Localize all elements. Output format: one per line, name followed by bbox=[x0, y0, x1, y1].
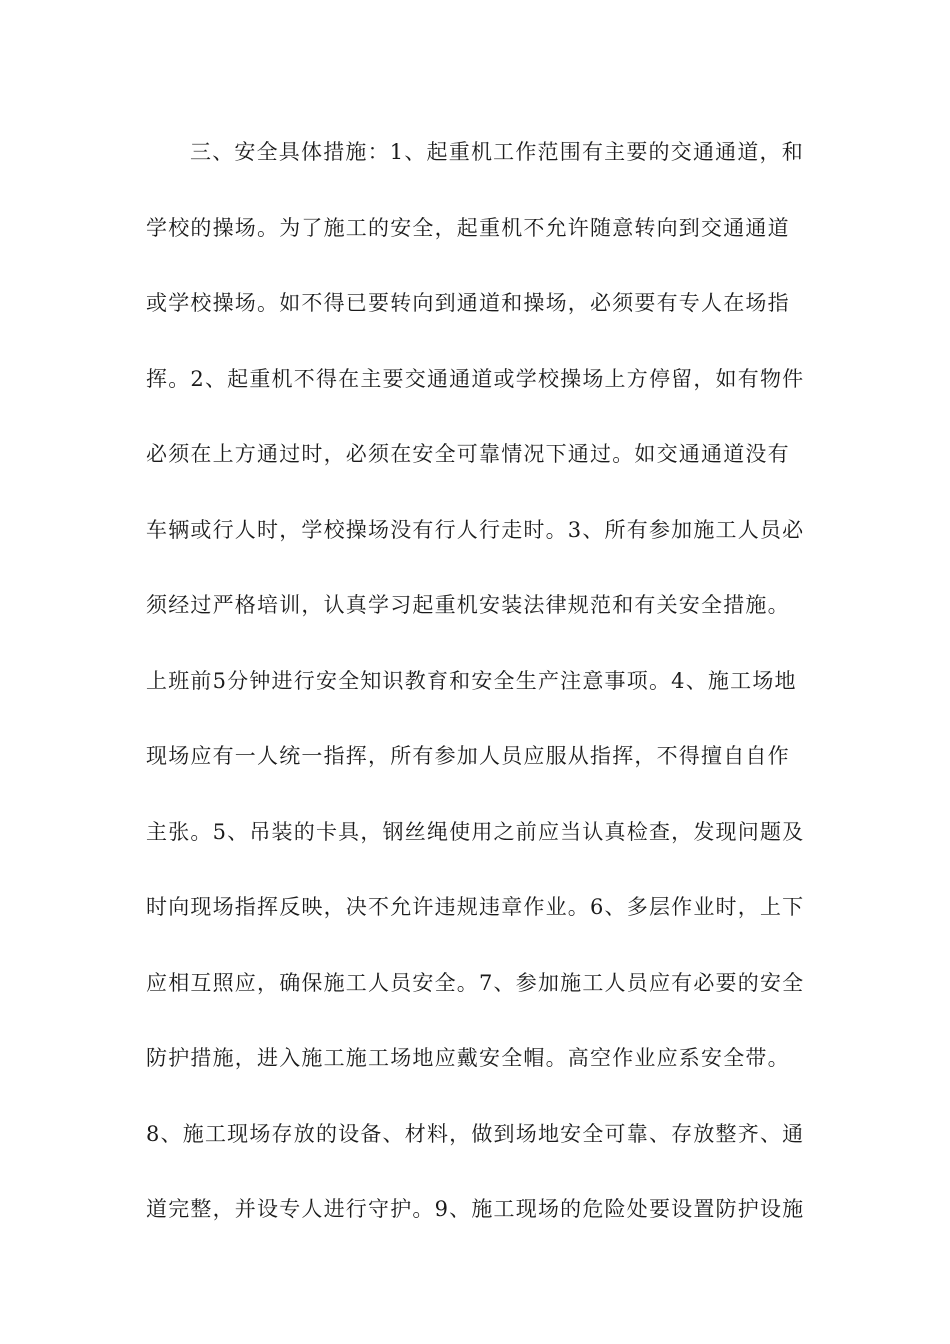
paragraph-line: 车辆或行人时，学校操场没有行人行走时。3、所有参加施工人员必 bbox=[146, 517, 805, 542]
paragraph-line: 三、安全具体措施：1、起重机工作范围有主要的交通通道，和 bbox=[190, 140, 804, 164]
paragraph-line: 必须在上方通过时，必须在安全可靠情况下通过。如交通通道没有 bbox=[146, 442, 790, 466]
paragraph-line: 须经过严格培训，认真学习起重机安装法律规范和有关安全措施。 bbox=[146, 593, 790, 617]
paragraph-line: 学校的操场。为了施工的安全，起重机不允许随意转向到交通通道 bbox=[146, 215, 790, 240]
paragraph-line: 应相互照应，确保施工人员安全。7、参加施工人员应有必要的安全 bbox=[146, 970, 805, 995]
paragraph-line: 时向现场指挥反映，决不允许违规违章作业。6、多层作业时，上下 bbox=[146, 895, 805, 919]
paragraph-line: 8、施工现场存放的设备、材料，做到场地安全可靠、存放整齐、通 bbox=[146, 1121, 805, 1146]
paragraph-line: 挥。2、起重机不得在主要交通通道或学校操场上方停留，如有物件 bbox=[146, 366, 805, 391]
paragraph-line: 防护措施，进入施工施工场地应戴安全帽。高空作业应系安全带。 bbox=[146, 1046, 790, 1070]
paragraph-line: 或学校操场。如不得已要转向到通道和操场，必须要有专人在场指 bbox=[146, 291, 790, 315]
paragraph-line: 现场应有一人统一指挥，所有参加人员应服从指挥，不得擅自自作 bbox=[146, 744, 790, 768]
paragraph-line: 主张。5、吊装的卡具，钢丝绳使用之前应当认真检查，发现问题及 bbox=[146, 819, 805, 844]
paragraph-line: 上班前5分钟进行安全知识教育和安全生产注意事项。4、施工场地 bbox=[146, 668, 797, 693]
paragraph-line: 道完整，并设专人进行守护。9、施工现场的危险处要设置防护设施 bbox=[146, 1197, 805, 1221]
body-paragraph bbox=[146, 130, 826, 1263]
